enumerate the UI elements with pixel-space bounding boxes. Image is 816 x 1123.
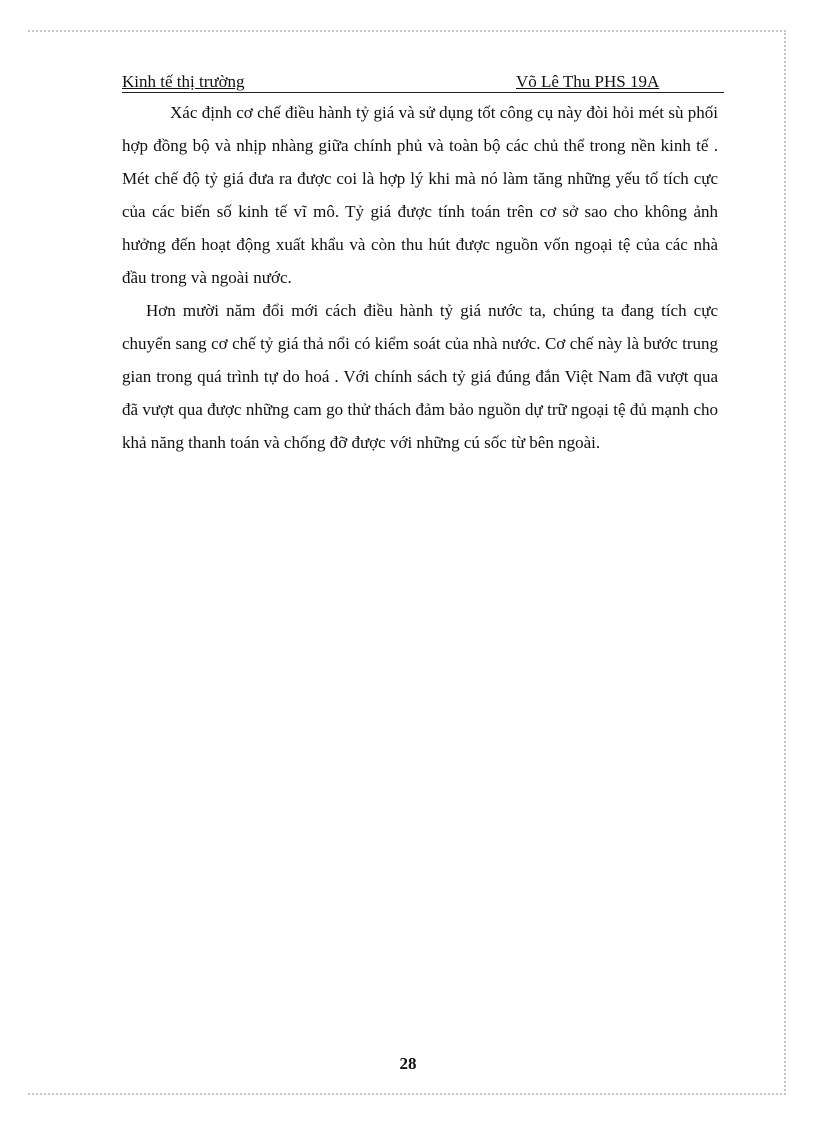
- page-header: [122, 72, 724, 93]
- header-author: Võ Lê Thu PHS 19A: [516, 72, 660, 91]
- header-title: Kinh tế thị trường: [122, 72, 245, 91]
- paragraph-2: Hơn mười năm đổi mới cách điều hành tỷ giá nước ta, chúng ta đang tích cực chuyển sang cơ chế tỷ giá thả nổi có kiểm soát của nhà nước. Cơ chế này là bước trung gian trong quá trình tự do hoá . Với chính sách tỷ giá đúng đắn Việt Nam đã vượt qua đã vượt qua được những cam go thử thách đảm bảo nguồn dự trữ ngoại tệ đủ mạnh cho khả năng thanh toán và chống đỡ được với những cú sốc từ bên ngoài.: [122, 301, 718, 452]
- page-number: 28: [399, 1054, 417, 1073]
- document-body: [122, 96, 718, 459]
- paragraph-1: Xác định cơ chế điều hành tỷ giá và sử dụng tốt công cụ này đòi hỏi mét sù phối hợp đồng bộ và nhịp nhàng giữa chính phủ và toàn bộ các chủ thể trong nền kinh tế . Mét chế độ tỷ giá đưa ra được coi là hợp lý khi mà nó làm tăng những yếu tố tích cực của các biến số kinh tế vĩ mô. Tỷ giá được tính toán trên cơ sở sao cho không ảnh hưởng đến hoạt động xuất khẩu và còn thu hút được nguồn vốn ngoại tệ của các nhà đầu trong và ngoài nước.: [122, 103, 718, 287]
